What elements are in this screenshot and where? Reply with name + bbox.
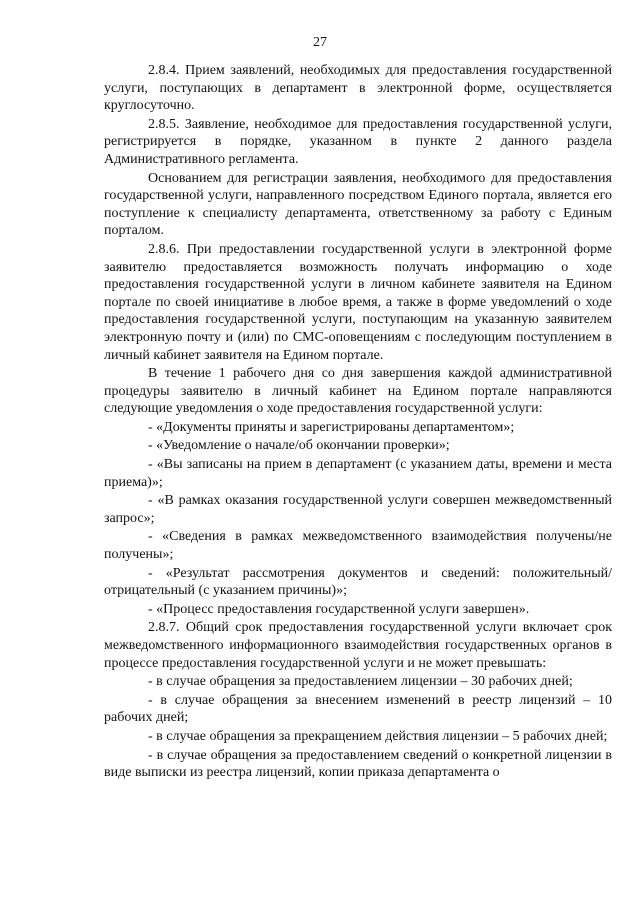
- paragraph-2-8-5: 2.8.5. Заявление, необходимое для предоставления государственной услуги, регистрируется в порядке, указанном в пункте 2 данного раздела Административного регламента.: [104, 116, 612, 167]
- paragraph-2-8-7: 2.8.7. Общий срок предоставления государственной услуги включает срок межведомственного информационного взаимодействия государственных органов в процессе предоставления государственной услуги и не может превышать:: [104, 620, 612, 671]
- notification-item: - «В рамках оказания государственной услуги совершен межведомственный запрос»;: [104, 493, 612, 526]
- notification-item: - «Документы приняты и зарегистрированы департаментом»;: [148, 419, 515, 435]
- paragraph-2-8-6: 2.8.6. При предоставлении государственной услуги в электронной форме заявителю предоставляется возможность получать информацию о ходе предоставления государственной услуги в личном кабинете заявителя на Едином портале по своей инициативе в любое время, а также в форме уведомлений о ходе предоставления государственной услуги, поступающим на указанную заявителем электронную почту и (или) по СМС-оповещениям с последующим поступлением в личный кабинет заявителя на Едином портале.: [104, 241, 612, 363]
- page-number: 27: [313, 35, 327, 50]
- notification-item: - «Сведения в рамках межведомственного взаимодействия получены/не получены»;: [104, 529, 612, 563]
- term-item: - в случае обращения за прекращением действия лицензии – 5 рабочих дней;: [148, 728, 608, 744]
- notification-item: - «Процесс предоставления государственной услуги завершен».: [148, 601, 530, 617]
- notification-item: - «Вы записаны на прием в департамент (с указанием даты, времени и места приема)»;: [104, 457, 612, 490]
- term-item: - в случае обращения за внесением изменений в реестр лицензий – 10 рабочих дней;: [104, 692, 612, 726]
- term-item: - в случае обращения за предоставлением лицензии – 30 рабочих дней;: [148, 674, 573, 690]
- document-body: [104, 62, 612, 783]
- notification-item: - «Результат рассмотрения документов и сведений: положительный/отрицательный (с указанием причины)»;: [104, 565, 612, 599]
- notification-item: - «Уведомление о начале/об окончании проверки»;: [148, 438, 450, 454]
- paragraph-2-8-4: 2.8.4. Прием заявлений, необходимых для предоставления государственной услуги, поступающих в департамент в электронной форме, осуществляется круглосуточно.: [104, 63, 612, 114]
- term-item: - в случае обращения за предоставлением сведений о конкретной лицензии в виде выписки из реестра лицензий, копии приказа департамента о: [104, 747, 612, 781]
- paragraph-registration-basis: Основанием для регистрации заявления, необходимого для предоставления государственной услуги, направленного посредством Единого портала, является его поступление к специалисту департамента, ответственному за работу с Единым порталом.: [104, 170, 612, 239]
- paragraph-notification-intro: В течение 1 рабочего дня со дня завершения каждой административной процедуры заявителю в личный кабинет на Едином портале направляются следующие уведомления о ходе предоставления государственной услуги:: [104, 366, 612, 417]
